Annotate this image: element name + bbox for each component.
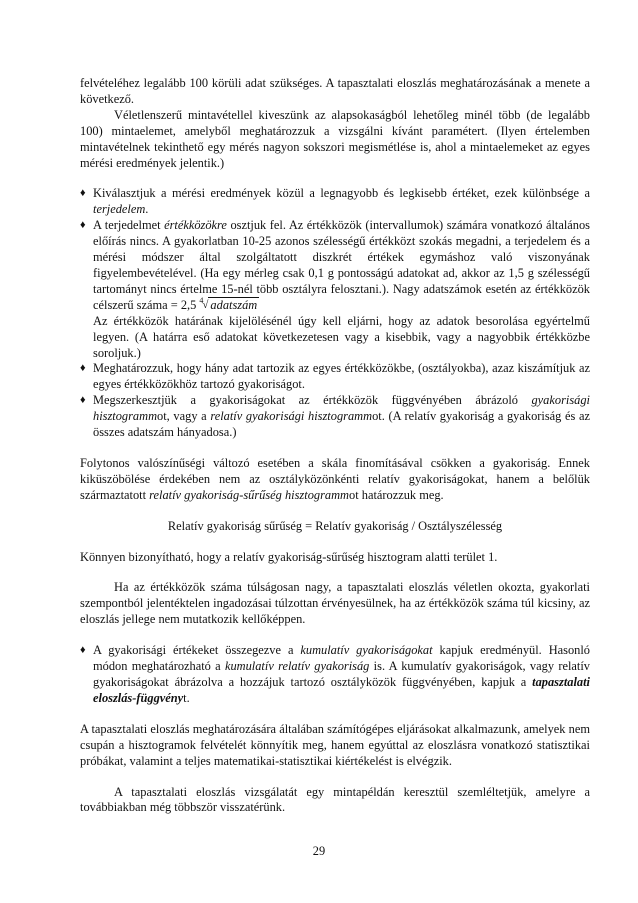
formula-density: Relatív gyakoriság sűrűség = Relatív gyakoriság / Osztályszélesség [167,518,503,533]
radical-icon: √ [202,298,209,311]
paragraph-software: A tapasztalati eloszlás meghatározására általában számítógépes eljárásokat alkalmazunk, amelyek nem csupán a hisztogramok felvételét könnyítik meg, hanem egyúttal az eloszlásra vonatkozó statisztikai próbákat, valamint a teljes matematikai-statisztikai kiértékelést is elvégzik. [80,721,590,768]
term-ertekkozok: értékközökre [164,218,227,233]
diamond-bullet-icon: ♦ [80,394,86,407]
cumulative-list [80,643,590,707]
paragraph-area: Könnyen bizonyítható, hogy a relatív gyakoriság-sűrűség hisztogram alatti terület 1. [80,549,498,564]
paragraph-interval-count: Ha az értékközök száma túlságosan nagy, a tapasztalati eloszlás véletlen okozta, gyakorlati szempontból jelentéktelen ingadozásai túlzottan érvényesülnek, ha az értékközök száma túl kicsiny, az eloszlás jellege nem mutatkozik kellőképpen. [80,580,590,627]
paragraph-intro: felvételéhez legalább 100 körüli adat szükséges. A tapasztalati eloszlás meghatározásának a menete a következő. [80,76,590,106]
diamond-bullet-icon: ♦ [80,187,86,200]
list-item: ♦ A gyakorisági értékeket összegezve a kumulatív gyakoriságokat kapjuk eredményül. Hasonló módon meghatározható a kumulatív relatív gyakoriság is. A kumulatív gyakoriságok, vagy relatív gyakoriságokat ábrázolva a hozzájuk tartozó osztályközök függvényében, kapjuk a tapasztalati eloszlás-függvényt. [80,643,590,705]
list-item: ♦ Megszerkesztjük a gyakoriságokat az értékközök függvényében ábrázoló gyakorisági hisztogrammot, vagy a relatív gyakorisági hisztogrammot. (A relatív gyakoriság a gyakoriság és az összes adatszám hányadosa.) [80,393,590,440]
list-item: ♦ Kiválasztjuk a mérési eredmények közül a legnagyobb és legkisebb értéket, ezek különbsége a terjedelem. [80,186,590,217]
term-terjedelem: terjedelem [93,202,146,217]
page-number: 29 [312,844,326,858]
diamond-bullet-icon: ♦ [80,219,86,232]
list-item: ♦ A terjedelmet értékközökre osztjuk fel. Az értékközök (intervallumok) számára vonatkozó általános előírás nincs. A gyakorlatban 10-25 azonos szélességű értékközt szokás megadni, a terjedelem és a mérési módszer által szolgáltatott diszkrét értékek egymáshoz való viszonyának figyelembevételével. (Ha egy mérleg csak 0,1 g pontosságú adatokat ad, akkor az 1,5 g szélességű tartományt nincs értelme 15-nél több osztályra felosztani.). Nagy adatszámok esetén az értékközök célszerű száma = 2,5 4 √ adatszám Az értékközök határának kijelölésénél úgy kell eljárni, hogy az adatok besorolása egyértelmű legyen. (A határra eső adatokat következetesen vagy a kisebbik, vagy a nagyobbik értékközbe soroljuk.) [80,218,591,360]
fourth-root-formula: 4 √ adatszám [199,295,258,312]
diamond-bullet-icon: ♦ [80,644,86,657]
paragraph-density: Folytonos valószínűségi változó esetében a skála finomításával csökken a gyakoriság. Ennek kiküszöbölése érdekében nem az osztályközönkénti relatív gyakoriságokat, hanem a belőlük származtatott relatív gyakoriság-sűrűség hisztogrammot határozzuk meg. [80,455,590,502]
paragraph-sampling: Véletlenszerű mintavétellel kiveszünk az alapsokaságból lehetőleg minél több (de legalább 100) mintaelemet, amelyből meghatározzuk a vizsgálni kívánt paramétert. (Ilyen értelemben mintavételnek tekinthető egy mérés nagyon sokszori megismétlése is, ahol a mintaelemeket az egyes mérési eredmények jelentik.) [80,107,590,170]
document-page [80,76,590,816]
steps-list [80,186,590,441]
paragraph-example: A tapasztalati eloszlás vizsgálatát egy mintapéldán keresztül szemléltetjük, amelyre a továbbiakban még többször visszatérünk. [80,784,590,815]
list-item: ♦ Meghatározzuk, hogy hány adat tartozik az egyes értékközökbe, (osztályokba), azaz kiszámítjuk az egyes értékközökhöz tartozó gyakoriságot. [80,361,590,392]
diamond-bullet-icon: ♦ [80,362,86,375]
